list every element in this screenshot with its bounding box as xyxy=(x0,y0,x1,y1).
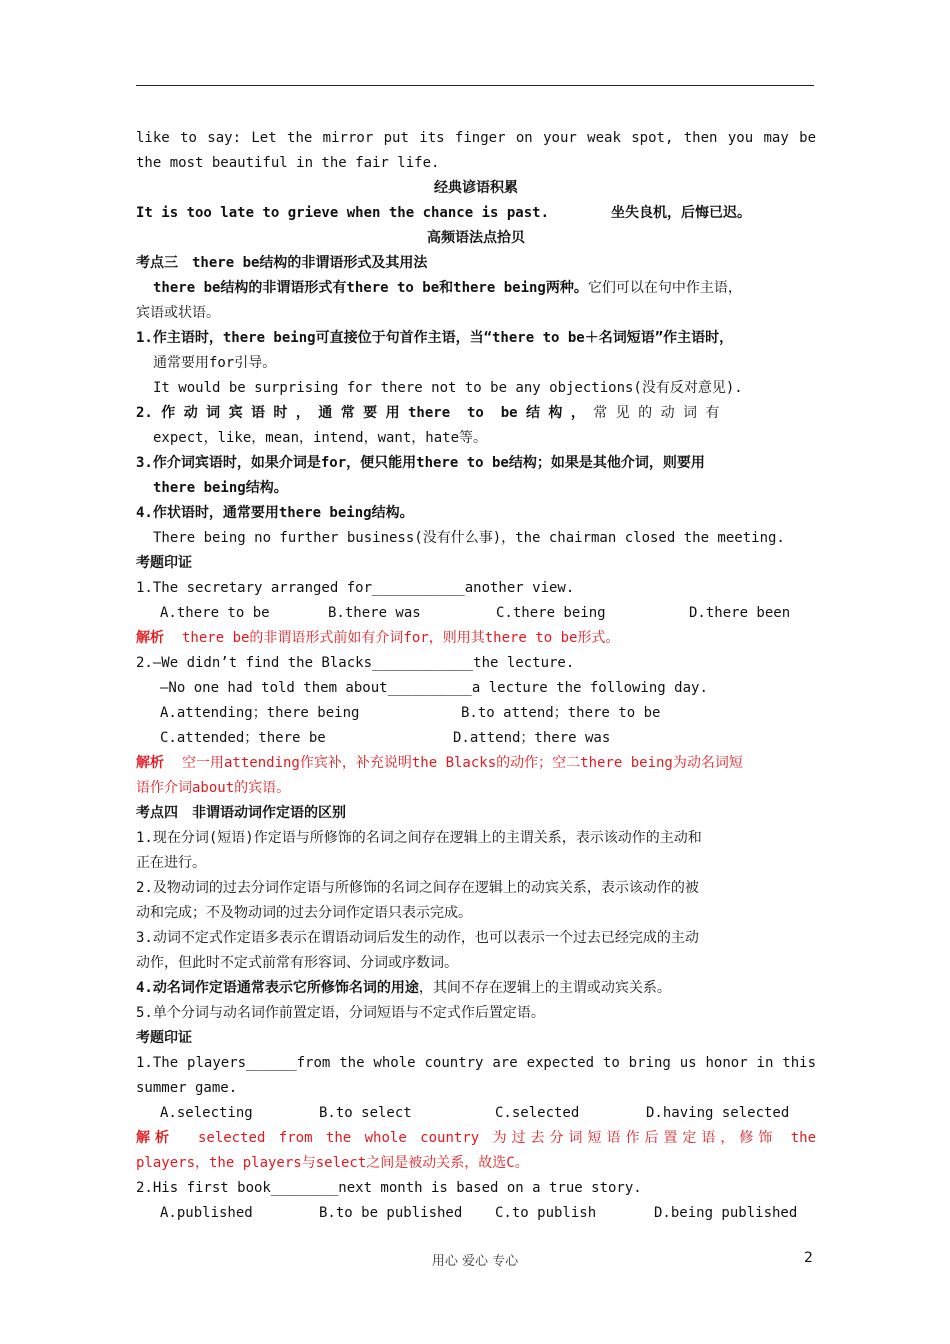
option: A.selecting xyxy=(160,1105,253,1121)
answer-line xyxy=(136,1126,816,1151)
answer-line xyxy=(136,751,816,776)
test-heading: 考题印证 xyxy=(136,1030,192,1046)
text-line: 动作，但此时不定式前常有形容词、分词或序数词。 xyxy=(136,955,458,971)
answer-line: 语作介词about的宾语。 xyxy=(136,780,291,796)
text-line: like to say: Let the mirror put its finger on your weak spot, then you may be xyxy=(136,130,816,146)
question-line: 1.The secretary arranged for___________another view. xyxy=(136,580,575,596)
answer-text: there be的非谓语形式前如有介词for，则用其there to be形式。 xyxy=(182,630,620,646)
option: D.being published xyxy=(654,1205,798,1221)
proverb-chinese: 坐失良机，后悔已迟。 xyxy=(611,205,752,221)
option: B.to attend；there to be xyxy=(461,705,661,721)
options-row xyxy=(136,1201,816,1226)
option: C.to publish xyxy=(495,1205,597,1221)
text-line: 4.作状语时，通常要用there being结构。 xyxy=(136,505,414,521)
plain-text: 常 见 的 动 词 有 xyxy=(584,405,720,421)
option: C.there being xyxy=(496,605,606,621)
section-heading-grammar: 高频语法点拾贝 xyxy=(427,230,525,246)
option: B.there was xyxy=(328,605,421,621)
option: A.there to be xyxy=(160,605,270,621)
text-line: 1.现在分词(短语)作定语与所修饰的名词之间存在逻辑上的主谓关系，表示该动作的主动和 xyxy=(136,830,702,846)
bold-text: 2. 作 动 词 宾 语 时 ， 通 常 要 用 there to be 结 构 ， xyxy=(136,405,585,421)
test-heading: 考题印证 xyxy=(136,555,192,571)
page-number: 2 xyxy=(804,1250,813,1266)
question-line: summer game. xyxy=(136,1080,238,1096)
options-row xyxy=(136,1101,816,1126)
text-line: 动和完成；不及物动词的过去分词作定语只表示完成。 xyxy=(136,905,472,921)
options-row xyxy=(136,701,816,726)
section-heading-proverb: 经典谚语积累 xyxy=(434,180,518,196)
option: A.published xyxy=(160,1205,253,1221)
text-line xyxy=(136,401,816,426)
option: C.attended；there be xyxy=(160,730,326,746)
plain-text: 它们可以在句中作主语， xyxy=(587,280,742,296)
point-four-title: 考点四 非谓语动词作定语的区别 xyxy=(136,805,346,821)
text-line: 2.及物动词的过去分词作定语与所修饰的名词之间存在逻辑上的动宾关系，表示该动作的被 xyxy=(136,880,699,896)
text-line xyxy=(136,276,816,301)
option: D.there been xyxy=(689,605,791,621)
text-line: 宾语或状语。 xyxy=(136,305,220,321)
answer-tag: 解析 xyxy=(136,1130,174,1146)
option: B.to select xyxy=(319,1105,412,1121)
option: A.attending；there being xyxy=(160,705,360,721)
answer-text: 空一用attending作宾补，补充说明the Blacks的动作；空二there being为动名词短 xyxy=(182,755,743,771)
point-three-title: 考点三 there be结构的非谓语形式及其用法 xyxy=(136,255,428,271)
document-body xyxy=(136,126,816,1226)
answer-line: players，the players与select之间是被动关系，故选C。 xyxy=(136,1155,529,1171)
text-line: 1.作主语时，there being可直接位于句首作主语，当“there to be＋名词短语”作主语时， xyxy=(136,330,734,346)
answer-tag: 解析 xyxy=(136,630,164,646)
bold-text: there be结构的非谓语形式有there to be和there being两种。 xyxy=(153,280,588,296)
example-line: It would be surprising for there not to be any objections(没有反对意见). xyxy=(153,380,743,396)
options-row xyxy=(136,726,816,751)
question-line: 1.The players______from the whole country are expected to bring us honor in this xyxy=(136,1055,816,1071)
example-line: There being no further business(没有什么事)，the chairman closed the meeting. xyxy=(153,530,785,546)
text-line: 3.动词不定式作定语多表示在谓语动词后发生的动作，也可以表示一个过去已经完成的主动 xyxy=(136,930,699,946)
footer-text: 用心 爱心 专心 xyxy=(431,1254,519,1269)
proverb-line xyxy=(136,201,816,226)
text-line: 3.作介词宾语时，如果介词是for，便只能用there to be结构；如果是其他介词，则要用 xyxy=(136,455,705,471)
header-rule xyxy=(136,85,814,86)
text-line xyxy=(136,976,816,1001)
answer-line xyxy=(136,626,816,651)
option: D.attend；there was xyxy=(453,730,611,746)
text-line: 通常要用for引导。 xyxy=(153,355,277,371)
options-row xyxy=(136,601,816,626)
text-line: 正在进行。 xyxy=(136,855,206,871)
option: B.to be published xyxy=(319,1205,463,1221)
bold-text: 4.动名词作定语通常表示它所修饰名词的用途 xyxy=(136,980,419,996)
option: D.having selected xyxy=(646,1105,790,1121)
question-line: 2.—We didn’t find the Blacks____________the lecture. xyxy=(136,655,575,671)
proverb-english: It is too late to grieve when the chance is past. xyxy=(136,205,550,221)
text-line: expect，like，mean，intend，want，hate等。 xyxy=(153,430,488,446)
question-line: —No one had told them about__________a lecture the following day. xyxy=(160,680,708,696)
option: C.selected xyxy=(495,1105,580,1121)
answer-tag: 解析 xyxy=(136,755,164,771)
text-line: the most beautiful in the fair life. xyxy=(136,155,440,171)
text-line: there being结构。 xyxy=(153,480,288,496)
answer-text: selected from the whole country 为过去分词短语作后置定语，修饰 the xyxy=(197,1130,817,1146)
plain-text: ，其间不存在逻辑上的主谓或动宾关系。 xyxy=(418,980,671,996)
question-line: 2.His first book________next month is based on a true story. xyxy=(136,1180,642,1196)
text-line: 5.单个分词与动名词作前置定语，分词短语与不定式作后置定语。 xyxy=(136,1005,545,1021)
